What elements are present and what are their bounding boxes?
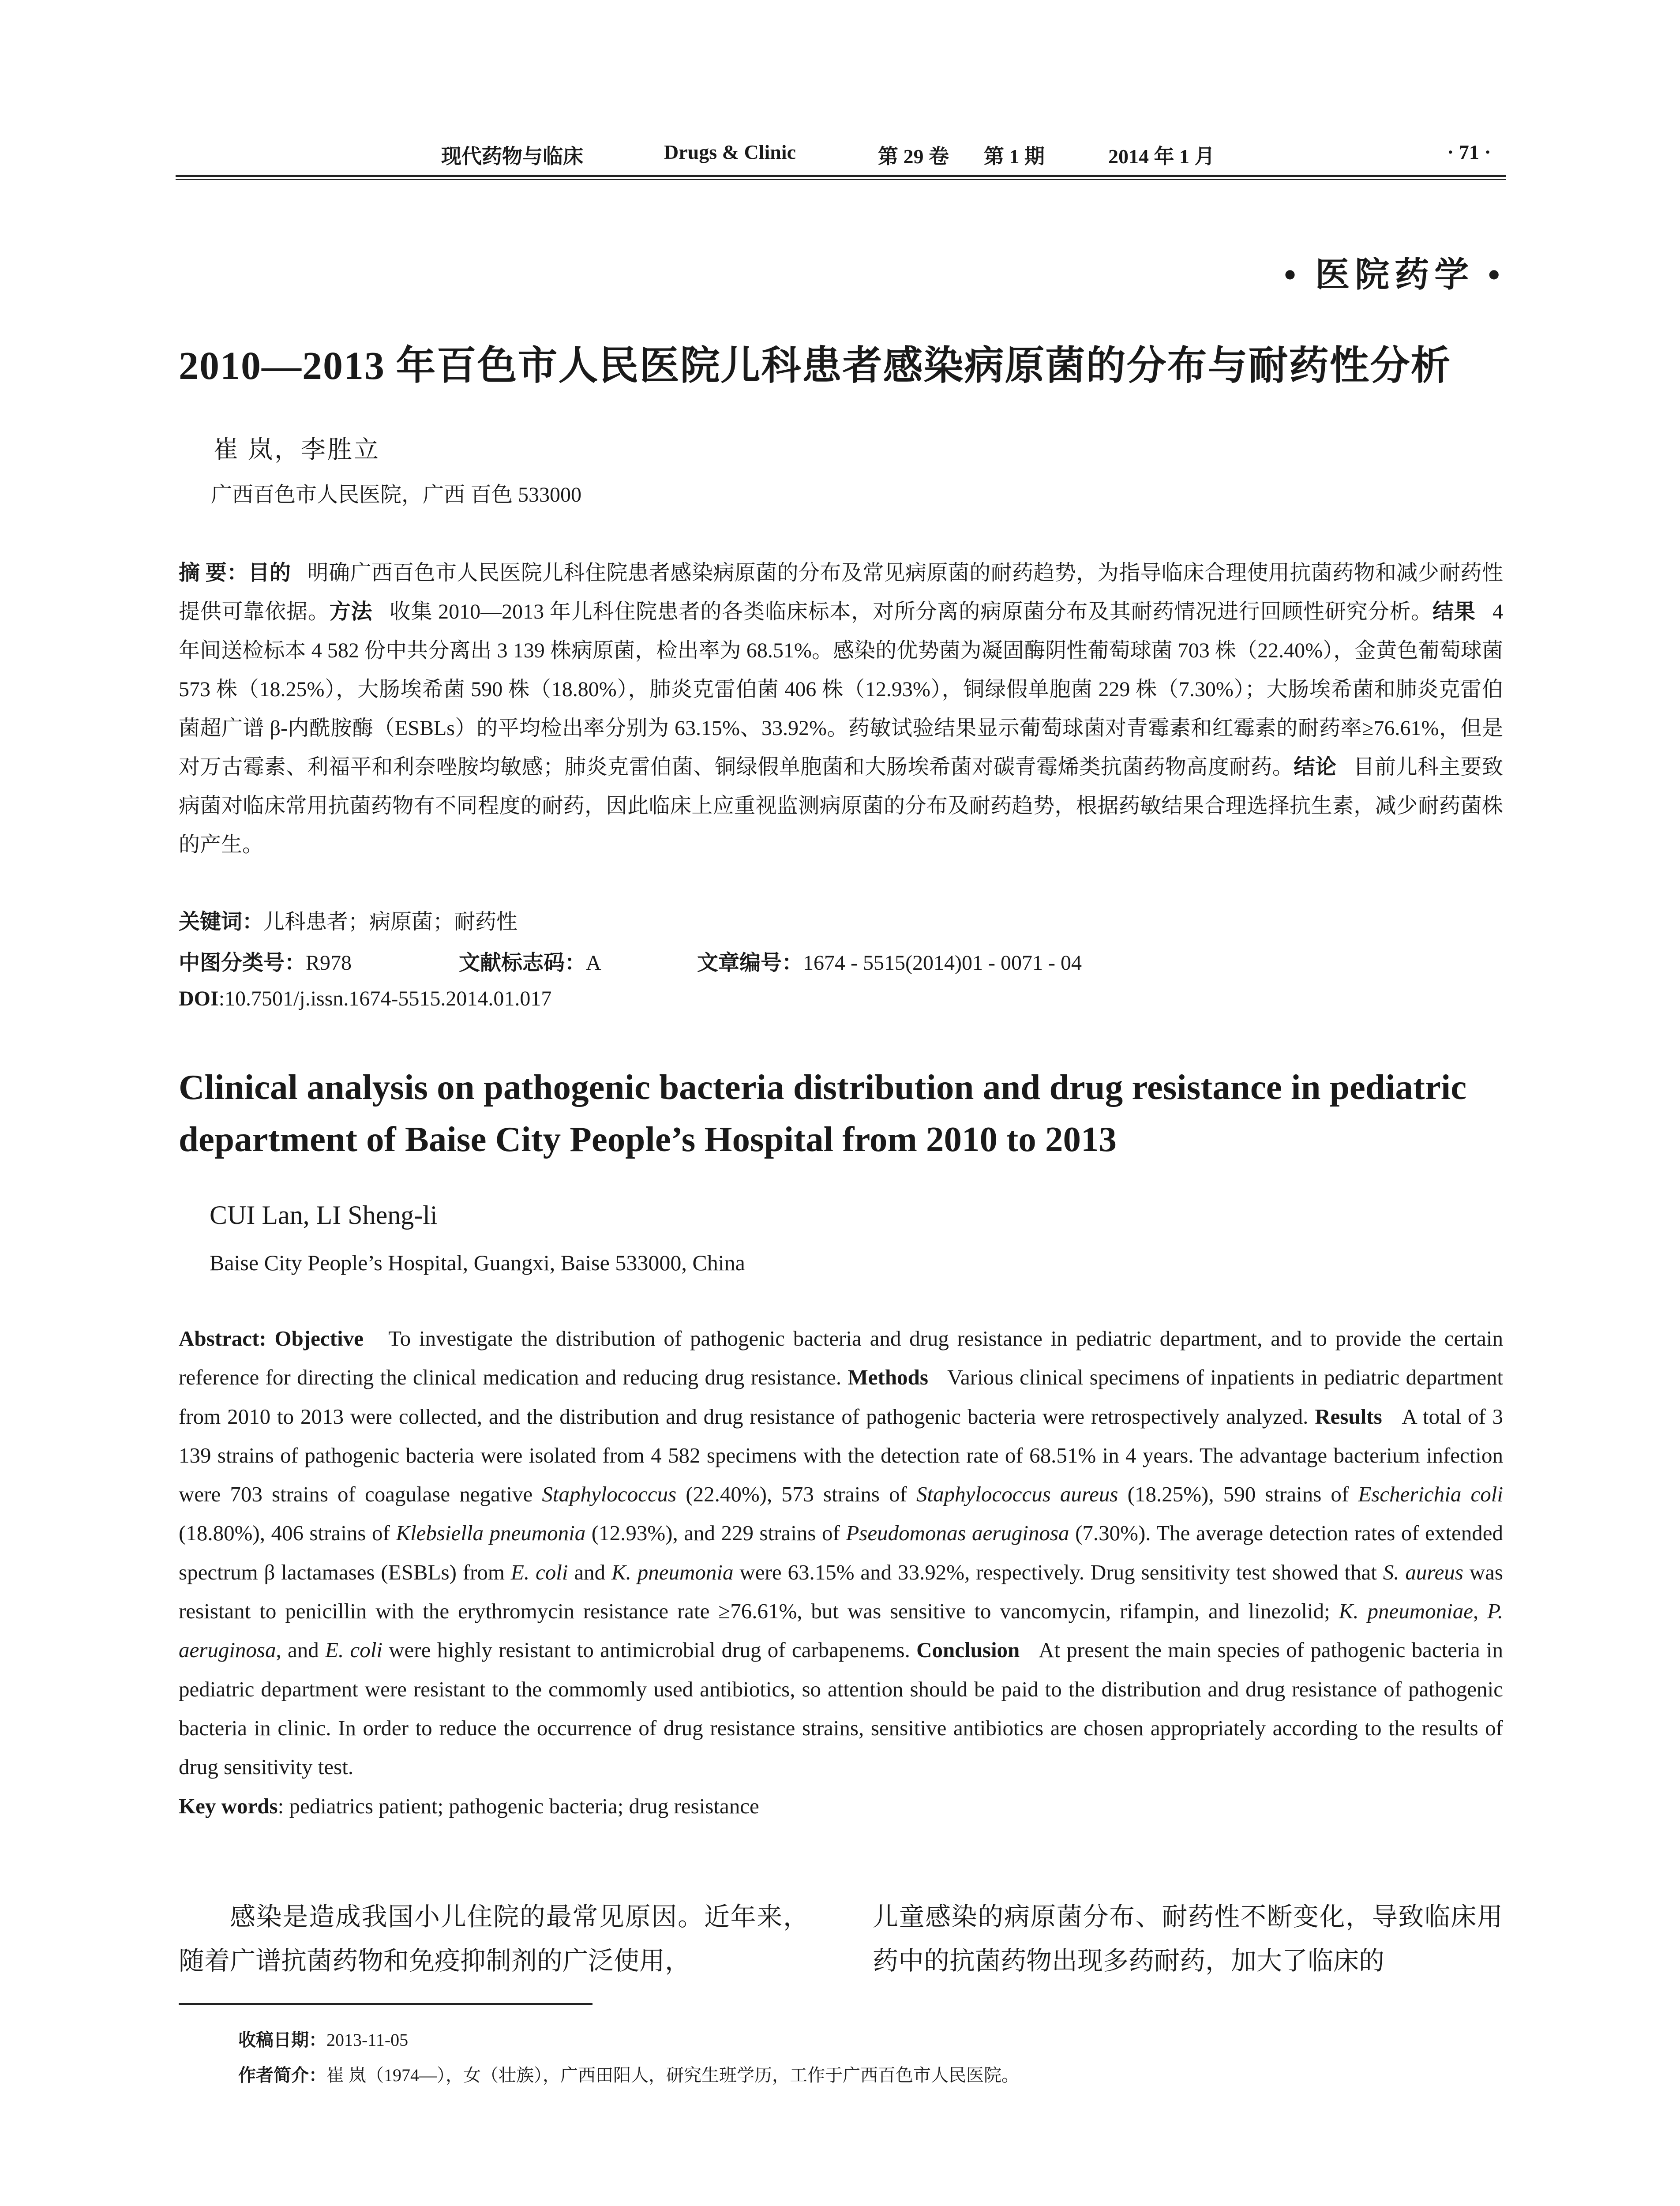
doi-label: DOI [179,987,219,1010]
received-date: 2013-11-05 [326,2030,409,2050]
abstract-cn [179,554,1503,864]
authors-cn: 崔 岚，李胜立 [214,436,380,464]
classification-line [179,945,352,976]
species-p-aeruginosa-full: Pseudomonas aeruginosa [846,1521,1069,1546]
issue-date: 2014 年 1 月 [1108,145,1215,168]
abstract-cn-label: 摘 要： [179,561,248,585]
keywords-cn-text: 儿科患者；病原菌；耐药性 [263,910,518,934]
body-column-left: 感染是造成我国小儿住院的最常见原因。近年来，随着广谱抗菌药物和免疫抑制剂的广泛使用， [179,1902,809,1975]
species-k-pneumoniae: K. pneumoniae [1339,1599,1473,1624]
results-cn: 4 年间送检标本 4 582 份中共分离出 3 139 株病原菌，检出率为 68.51%。感染的优势菌为凝固酶阴性葡萄球菌 703 株（22.40%），金黄色葡萄球菌 573 株（18.25%），大肠埃希菌 590 株（18.80%），肺炎克雷伯菌 406 株（12.93%），铜绿假单胞菌 229 株（7.30%）；大肠埃希菌和肺炎克雷伯菌超广谱 β-内酰胺酶（ESBLs）的平均检出率分别为 63.15%、33.92%。药敏试验结果显示葡萄球菌对青霉素和红霉素的耐药率≥76.61%，但是对万古霉素、利福平和利奈唑胺均敏感；肺炎克雷伯菌、铜绿假单胞菌和大肠埃希菌对碳青霉烯类抗菌药物高度耐药。 [179,600,1503,779]
methods-en: Various clinical specimens of inpatients in pediatric department from 2010 to 2013 were collected, and the distribution and drug resistance of pathogenic bacteria were retrospectively analyzed. [179,1365,1504,1429]
author-bio: 崔 岚（1974—），女（壮族），广西田阳人，研究生班学历，工作于广西百色市人民医院。 [326,2065,1019,2085]
species-e-coli: E. coli [510,1560,568,1584]
results-en-12: were highly resistant to antimicrobial drug of carbapenems. [382,1638,910,1662]
authors-en: CUI Lan, LI Sheng-li [210,1201,438,1230]
keywords-cn [179,904,518,935]
results-label-en: Results [1315,1404,1382,1429]
abstract-en [179,1319,1503,1826]
species-p-aeruginosa: P. aeruginosa [179,1599,1503,1662]
species-s-aureus: Staphylococcus aureus [916,1482,1118,1507]
volume: 第 29 卷 [878,145,949,168]
doi-value: :10.7501/j.issn.1674-5515.2014.01.017 [218,987,552,1010]
keywords-cn-label: 关键词： [179,910,264,934]
results-label-cn: 结果 [1432,600,1476,623]
results-en-3: (18.25%), 590 strains of [1118,1482,1358,1507]
results-en-7: and [568,1560,611,1584]
doc-code-value: A [586,951,601,975]
results-en-1: A total of 3 139 strains of pathogenic bacteria were isolated from 4 582 specimens with the detection rate of 68.51% in 4 years. The advantage bacterium infection were 703 strains of coagulase negative [179,1404,1504,1507]
conclusion-label-en: Conclusion [916,1638,1020,1662]
doi-line [179,987,551,1011]
footnote-author [238,2061,1019,2086]
species-k-pneumonia: K. pneumonia [611,1560,734,1584]
keywords-en-text: : pediatrics patient; pathogenic bacteria; drug resistance [278,1793,759,1818]
methods-label-en: Methods [848,1365,928,1390]
footnote-received [238,2026,408,2051]
article-number [697,945,1082,976]
affiliation-cn: 广西百色市人民医院，广西 百色 533000 [211,483,582,506]
objective-label-cn: 目的 [248,561,291,585]
species-k-pneumonia-full: Klebsiella pneumonia [396,1521,586,1546]
journal-name-en: Drugs & Clinic [664,141,796,163]
clc-value: R978 [306,951,352,975]
journal-name-cn: 现代药物与临床 [441,145,583,168]
conclusion-label-cn: 结论 [1294,755,1337,779]
results-en-11: , and [276,1638,326,1662]
received-label: 收稿日期： [238,2030,326,2050]
objective-label-en: Objective [274,1326,364,1351]
title-en: Clinical analysis on pathogenic bacteria distribution and drug resistance in pediatric department of Baise City People’s Hospital from 2010 to 2013 [179,1067,1467,1159]
article-number-label: 文章编号： [697,951,803,975]
conclusion-cn: 目前儿科主要致病菌对临床常用抗菌药物有不同程度的耐药，因此临床上应重视监测病原菌的分布及耐药趋势，根据药敏结果合理选择抗生素，减少耐药菌株的产生。 [179,755,1503,856]
header-rule [176,175,1506,177]
clc-label: 中图分类号： [179,951,306,975]
author-bio-label: 作者简介： [238,2065,326,2085]
results-en-2: (22.40%), 573 strains of [676,1482,917,1507]
methods-cn: 收集 2010—2013 年儿科住院患者的各类临床标本，对所分离的病原菌分布及其耐药情况进行回顾性研究分析。 [389,600,1432,623]
issue: 第 1 期 [984,145,1045,168]
conclusion-en: At present the main species of pathogenic bacteria in pediatric department were resistant to the commomly used antibiotics, so attention should be paid to the distribution and drug resistance of pathogenic bacteria in clinic. In order to reduce the occurrence of drug resistance strains, sensitive antibiotics are chosen appropriately according to the results of drug sensitivity test. [179,1638,1504,1779]
keywords-en-label: Key words [179,1793,278,1818]
objective-cn: 明确广西百色市人民医院儿科住院患者感染病原菌的分布及常见病原菌的耐药趋势，为指导临床合理使用抗菌药物和减少耐药性提供可靠依据。 [179,561,1503,623]
objective-en: To investigate the distribution of pathogenic bacteria and drug resistance in pediatric department, and to provide the certain reference for directing the clinical medication and reducing drug resistance. [179,1326,1504,1390]
article-number-value: 1674 - 5515(2014)01 - 0071 - 04 [803,951,1082,975]
body-column-right: 儿童感染的病原菌分布、耐药性不断变化，导致临床用药中的抗菌药物出现多药耐药，加大了临床的 [873,1902,1503,1975]
species-e-coli-2: E. coli [325,1638,382,1662]
abstract-en-label: Abstract: [179,1326,266,1351]
results-en-9: was resistant to penicillin with the erythromycin resistance rate ≥76.61%, but was sensitive to vancomycin, rifampin, and linezolid; [179,1560,1503,1624]
column-label: • 医院药学 • [1284,255,1505,294]
species-staph: Staphylococcus [542,1482,677,1507]
doc-code [459,945,601,976]
results-en-5: (12.93%), and 229 strains of [585,1521,846,1546]
results-en-8: were 63.15% and 33.92%, respectively. Drug sensitivity test showed that [733,1560,1383,1584]
page-number: · 71 · [1447,141,1491,163]
results-en-4: (18.80%), 406 strains of [179,1521,396,1546]
affiliation-en: Baise City People’s Hospital, Guangxi, Baise 533000, China [210,1250,745,1275]
header-rule-thin [176,179,1506,180]
methods-label-cn: 方法 [329,600,373,623]
species-s-aureus-short: S. aureus [1383,1560,1463,1584]
results-en-6: (7.30%). The average detection rates of extended spectrum β lactamases (ESBLs) from [179,1521,1504,1584]
doc-code-label: 文献标志码： [459,951,586,975]
species-e-coli-full: Escherichia coli [1358,1482,1504,1507]
footnote-rule [179,2003,592,2005]
results-en-10: , [1473,1599,1488,1624]
title-cn: 2010—2013 年百色市人民医院儿科患者感染病原菌的分布与耐药性分析 [179,344,1451,388]
